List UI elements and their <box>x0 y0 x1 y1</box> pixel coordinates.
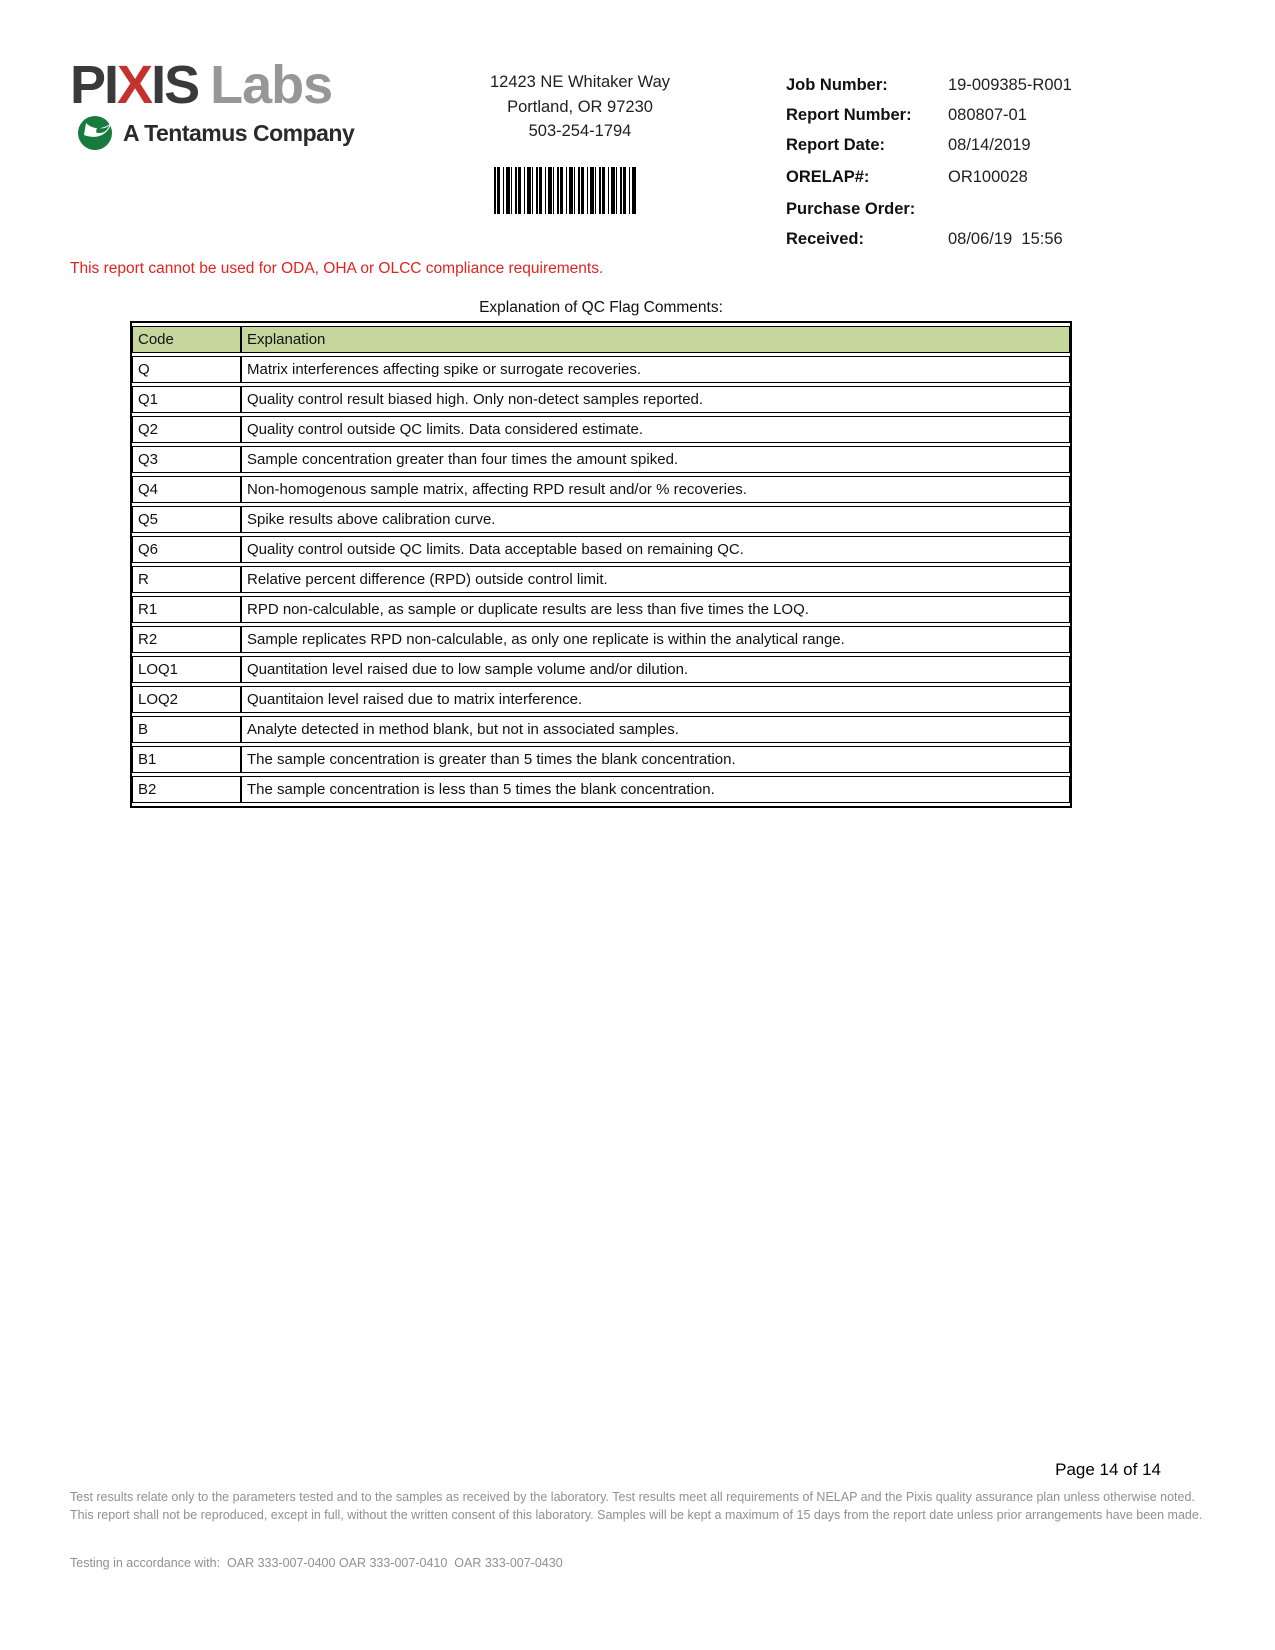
qc-explanation-cell: Quantitaion level raised due to matrix interference. <box>241 686 1070 713</box>
qc-table-row <box>132 626 1070 653</box>
barcode <box>494 167 636 214</box>
qc-code-cell: LOQ2 <box>132 686 241 713</box>
qc-code-cell: Q4 <box>132 476 241 503</box>
qc-code-cell: Q3 <box>132 446 241 473</box>
footer-disclaimer: Test results relate only to the parameters tested and to the samples as received by the laboratory. Test results meet all requirements of NELAP and the Pixis quality assurance plan unless otherwise noted. This report shall not be reproduced, except in full, without the written consent of this laboratory. Samples will be kept a maximum of 15 days from the report date unless prior arrangements have been made. <box>70 1490 1203 1522</box>
report-date-label: Report Date: <box>786 135 886 154</box>
qc-table-row <box>132 656 1070 683</box>
job-number-label: Job Number: <box>786 75 888 94</box>
lab-phone: 503-254-1794 <box>528 122 632 140</box>
report-number-value: 080807-01 <box>948 105 1027 124</box>
report-info <box>786 70 1206 254</box>
qc-explanation-cell: Relative percent difference (RPD) outside control limit. <box>241 566 1070 593</box>
qc-code-cell: B1 <box>132 746 241 773</box>
qc-table-row <box>132 596 1070 623</box>
qc-explanation-cell: Matrix interferences affecting spike or surrogate recoveries. <box>241 356 1070 383</box>
qc-table-row <box>132 776 1070 803</box>
qc-explanation-cell: Quality control result biased high. Only non-detect samples reported. <box>241 386 1070 413</box>
logo-text-x: X <box>117 55 152 115</box>
qc-table-row <box>132 566 1070 593</box>
qc-table-row <box>132 386 1070 413</box>
qc-explanation-cell: The sample concentration is less than 5 times the blank concentration. <box>241 776 1070 803</box>
address-line-2: Portland, OR 97230 <box>507 97 653 116</box>
qc-explanation-cell: RPD non-calculable, as sample or duplicate results are less than five times the LOQ. <box>241 596 1070 623</box>
received-value: 08/06/19 15:56 <box>948 229 1063 248</box>
logo-tagline-text: A Tentamus Company <box>123 119 355 146</box>
info-row-orelap <box>786 162 1206 192</box>
qc-explanation-cell: Sample concentration greater than four times the amount spiked. <box>241 446 1070 473</box>
tentamus-leaf-icon <box>76 114 114 152</box>
qc-code-cell: B <box>132 716 241 743</box>
orelap-value: OR100028 <box>948 167 1028 186</box>
received-label: Received: <box>786 229 864 248</box>
logo-text-is: IS <box>151 55 199 115</box>
qc-table-row <box>132 746 1070 773</box>
logo-tagline <box>76 114 354 152</box>
footer-accordance: Testing in accordance with: OAR 333-007-0400 OAR 333-007-0410 OAR 333-007-0430 <box>70 1556 563 1570</box>
info-row-report-number <box>786 100 1206 130</box>
qc-explanation-cell: Quality control outside QC limits. Data considered estimate. <box>241 416 1070 443</box>
qc-table-row <box>132 476 1070 503</box>
qc-explanation-cell: Quality control outside QC limits. Data acceptable based on remaining QC. <box>241 536 1070 563</box>
qc-table-row <box>132 536 1070 563</box>
address-line-1: 12423 NE Whitaker Way <box>489 73 671 91</box>
qc-table-row <box>132 686 1070 713</box>
qc-code-cell: B2 <box>132 776 241 803</box>
qc-header-explanation: Explanation <box>241 326 1070 353</box>
qc-explanation-cell: Non-homogenous sample matrix, affecting RPD result and/or % recoveries. <box>241 476 1070 503</box>
qc-flag-table <box>130 321 1072 808</box>
qc-header-code: Code <box>132 326 241 353</box>
qc-explanation-cell: The sample concentration is greater than 5 times the blank concentration. <box>241 746 1070 773</box>
orelap-label: ORELAP#: <box>786 167 870 186</box>
qc-code-cell: Q1 <box>132 386 241 413</box>
qc-explanation-cell: Sample replicates RPD non-calculable, as only one replicate is within the analytical range. <box>241 626 1070 653</box>
info-row-received <box>786 224 1206 254</box>
pixis-labs-logo <box>70 55 355 152</box>
qc-table-row <box>132 506 1070 533</box>
qc-table-body <box>132 356 1070 803</box>
report-number-label: Report Number: <box>786 105 912 124</box>
qc-explanation-cell: Spike results above calibration curve. <box>241 506 1070 533</box>
qc-table-head <box>132 326 1070 353</box>
lab-address <box>420 70 740 144</box>
qc-code-cell: LOQ1 <box>132 656 241 683</box>
info-row-purchase-order <box>786 194 1206 224</box>
qc-code-cell: Q5 <box>132 506 241 533</box>
compliance-notice: This report cannot be used for ODA, OHA or OLCC compliance requirements. <box>70 260 604 277</box>
logo-text-pi: PI <box>70 55 118 115</box>
qc-code-cell: Q <box>132 356 241 383</box>
qc-code-cell: Q6 <box>132 536 241 563</box>
page-number: Page 14 of 14 <box>1055 1460 1161 1479</box>
job-number-value: 19-009385-R001 <box>948 75 1072 94</box>
info-row-report-date <box>786 130 1206 160</box>
qc-table-title: Explanation of QC Flag Comments: <box>479 299 723 316</box>
report-date-value: 08/14/2019 <box>948 135 1031 154</box>
qc-table-row <box>132 356 1070 383</box>
qc-table-row <box>132 716 1070 743</box>
purchase-order-label: Purchase Order: <box>786 199 916 218</box>
qc-code-cell: R1 <box>132 596 241 623</box>
info-row-job-number <box>786 70 1206 100</box>
logo-wordmark <box>70 55 354 115</box>
qc-code-cell: R2 <box>132 626 241 653</box>
qc-table-row <box>132 416 1070 443</box>
qc-table-header-row <box>132 326 1070 353</box>
logo-text-labs: Labs <box>210 55 333 115</box>
qc-code-cell: R <box>132 566 241 593</box>
qc-code-cell: Q2 <box>132 416 241 443</box>
qc-table-row <box>132 446 1070 473</box>
qc-explanation-cell: Quantitation level raised due to low sample volume and/or dilution. <box>241 656 1070 683</box>
qc-explanation-cell: Analyte detected in method blank, but not in associated samples. <box>241 716 1070 743</box>
